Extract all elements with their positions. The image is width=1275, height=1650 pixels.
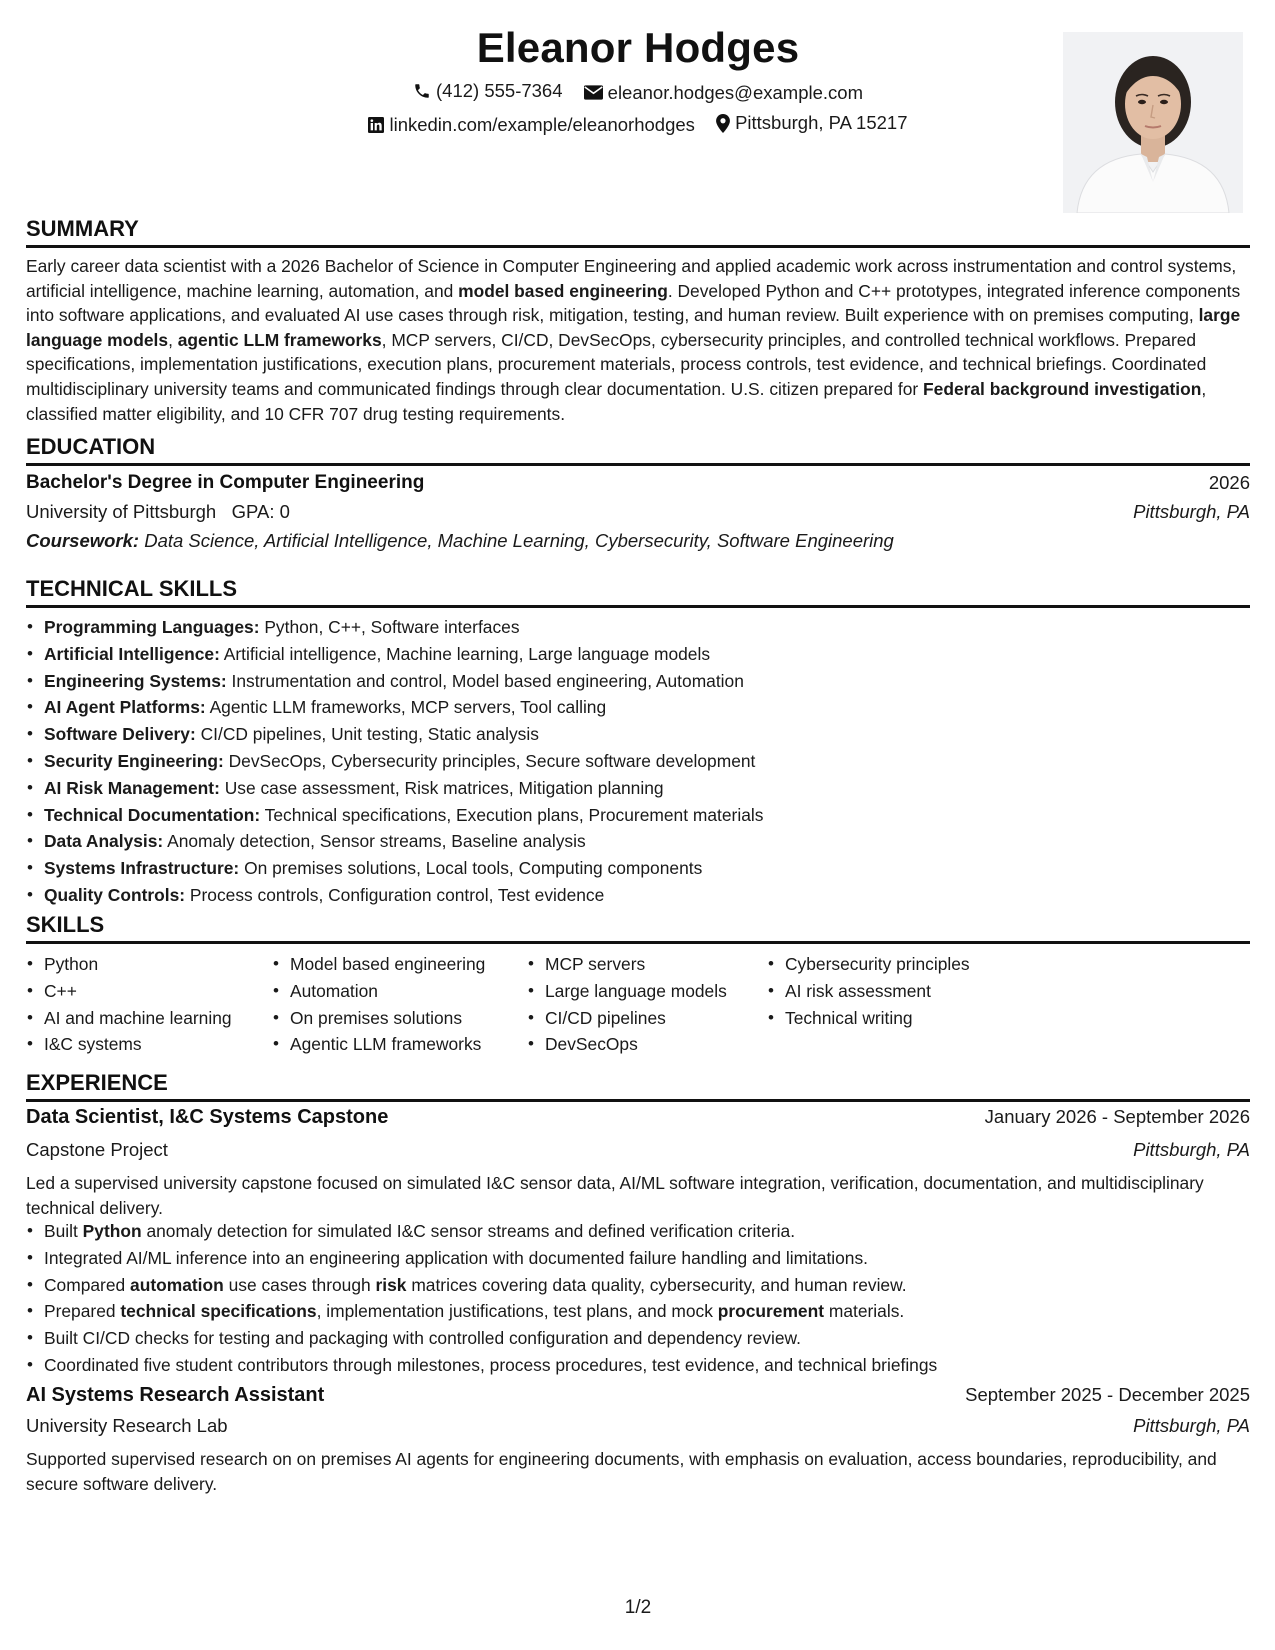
skill-category-value: Technical specifications, Execution plans, Procurement materials [264, 804, 764, 825]
summary-segment: Early career data scientist with a 2026 Bachelor of Science in Computer Engineering and applied academic work across instrumentation and control systems, artificial intelligence, machine learning, automation, and [26, 256, 1237, 301]
job-location: Pittsburgh, PA [1133, 1139, 1250, 1160]
bullet-text: materials. [824, 1301, 905, 1322]
list-item: • I&C systems [26, 1031, 232, 1058]
email-text: eleanor.hodges@example.com [607, 81, 863, 103]
skill-category-label: Software Delivery: [44, 724, 196, 745]
bullet-text-bold: automation [130, 1274, 224, 1295]
list-item: • Automation [272, 978, 485, 1005]
gpa-text: GPA: 0 [231, 501, 290, 522]
job-title: AI Systems Research Assistant [26, 1384, 325, 1406]
skill-category-label: AI Risk Management: [44, 777, 220, 798]
skill-category-label: AI Agent Platforms: [44, 697, 206, 718]
list-item [26, 1325, 937, 1352]
summary-heading: SUMMARY [26, 216, 1250, 248]
summary-segment-bold: large language models [26, 305, 1241, 350]
list-item: • DevSecOps [527, 1031, 727, 1058]
list-item: • C++ [26, 978, 232, 1005]
skill-category-value: CI/CD pipelines, Unit testing, Static analysis [200, 724, 539, 745]
summary-segment-bold: agentic LLM frameworks [177, 329, 382, 350]
job-dates: January 2026 - September 2026 [984, 1106, 1250, 1127]
bullet-text: use cases through [223, 1274, 376, 1295]
skills-grid [26, 951, 1250, 1061]
skills-column-2 [272, 951, 485, 1058]
skills-column-4 [767, 951, 970, 1031]
school-name: University of Pittsburgh [26, 501, 217, 522]
technical-skills-list [26, 614, 763, 909]
list-item [26, 721, 763, 748]
list-item: • MCP servers [527, 951, 727, 978]
job-title: Data Scientist, I&C Systems Capstone [26, 1106, 389, 1128]
job-2-title-row [26, 1384, 1250, 1412]
list-item [26, 855, 763, 882]
list-item [26, 1352, 937, 1379]
graduation-year: 2026 [1208, 472, 1250, 493]
skill-category-value: Anomaly detection, Sensor streams, Baseline analysis [167, 831, 586, 852]
list-item [26, 614, 763, 641]
bullet-text: Integrated AI/ML inference into an engineering application with documented failure handling and limitations. [44, 1247, 869, 1268]
map-pin-icon [716, 114, 730, 133]
coursework-label: Coursework: [26, 530, 140, 551]
skill-category-label: Engineering Systems: [44, 670, 227, 691]
linkedin-icon [368, 117, 384, 133]
list-item [26, 802, 763, 829]
resume-page [26, 0, 1250, 1650]
skills-heading: SKILLS [26, 912, 1250, 944]
education-degree-row [26, 472, 1250, 500]
list-item [26, 775, 763, 802]
skill-category-value: Python, C++, Software interfaces [264, 617, 520, 637]
list-item: • Technical writing [767, 1005, 970, 1032]
candidate-name: Eleanor Hodges [476, 24, 800, 71]
location-text: Pittsburgh, PA 15217 [735, 112, 908, 133]
summary-text [26, 254, 1250, 426]
skill-category-value: Process controls, Configuration control, Test evidence [189, 884, 605, 905]
bullet-text-bold: technical specifications [120, 1301, 317, 1322]
page-number: 1/2 [624, 1597, 652, 1618]
job-2-org-row [26, 1415, 1250, 1443]
list-item: • Model based engineering [272, 951, 485, 978]
list-item: • On premises solutions [272, 1005, 485, 1032]
education-school-row [26, 501, 1250, 529]
skill-category-label: Artificial Intelligence: [44, 643, 220, 664]
coursework-line [26, 530, 894, 552]
profile-photo [1063, 32, 1243, 213]
list-item [26, 1218, 937, 1245]
bullet-text: Compared [44, 1274, 131, 1295]
skills-column-1 [26, 951, 232, 1058]
envelope-icon [584, 85, 603, 100]
technical-skills-heading: TECHNICAL SKILLS [26, 576, 1250, 608]
skill-category-value: Instrumentation and control, Model based engineering, Automation [231, 670, 744, 691]
school-info [26, 501, 290, 523]
location-contact [716, 112, 907, 134]
list-item [26, 1245, 937, 1272]
list-item [26, 668, 763, 695]
linkedin-text: linkedin.com/example/eleanorhodges [389, 113, 695, 135]
skill-category-value: Artificial intelligence, Machine learning, Large language models [223, 643, 711, 664]
job-dates: September 2025 - December 2025 [965, 1384, 1250, 1405]
list-item [26, 828, 763, 855]
degree-title: Bachelor's Degree in Computer Engineering [26, 472, 425, 493]
job-1-title-row [26, 1106, 1250, 1134]
job-organization: Capstone Project [26, 1139, 168, 1160]
list-item [26, 641, 763, 668]
skill-category-value: Agentic LLM frameworks, MCP servers, Tool calling [209, 697, 607, 718]
summary-segment: , classified matter eligibility, and 10 CFR 707 drug testing requirements. [26, 378, 1207, 424]
bullet-text-bold: risk [375, 1274, 407, 1295]
email-contact[interactable] [584, 82, 863, 104]
school-location: Pittsburgh, PA [1133, 501, 1250, 522]
bullet-text: Coordinated five student contributors through milestones, process procedures, test evidence, and technical briefings [44, 1354, 938, 1375]
job-2-summary: Supported supervised research on on premises AI agents for engineering documents, with emphasis on evaluation, access boundaries, reproducibility, and secure software delivery. [26, 1449, 1217, 1494]
job-1-bullets [26, 1218, 937, 1379]
job-1-summary: Led a supervised university capstone focused on simulated I&C sensor data, AI/ML software integration, verification, documentation, and multidisciplinary technical delivery. [26, 1173, 1204, 1218]
list-item: • Python [26, 951, 232, 978]
bullet-text-bold: Python [82, 1221, 142, 1241]
list-item: • Agentic LLM frameworks [272, 1031, 485, 1058]
list-item: • Cybersecurity principles [767, 951, 970, 978]
list-item [26, 1272, 937, 1299]
skill-category-label: Data Analysis: [44, 831, 164, 852]
phone-icon [413, 82, 431, 100]
summary-segment: , [168, 329, 178, 350]
list-item: • Large language models [527, 978, 727, 1005]
skill-category-value: DevSecOps, Cybersecurity principles, Secure software development [228, 750, 756, 771]
resume-header [26, 18, 1250, 218]
phone-contact[interactable] [413, 80, 563, 102]
summary-segment-bold: Federal background investigation [923, 378, 1202, 399]
linkedin-contact[interactable] [368, 114, 694, 136]
skill-category-label: Technical Documentation: [44, 804, 261, 825]
skill-category-label: Security Engineering: [44, 750, 224, 771]
experience-heading: EXPERIENCE [26, 1070, 1250, 1102]
bullet-text: Prepared [44, 1301, 121, 1322]
summary-segment: , MCP servers, CI/CD, DevSecOps, cybersecurity principles, and controlled technical workflows. Prepared specifications, implementation justifications, execution plans, procurement materials, process controls, test evidence, and technical briefings. Coordinated multidisciplinary university teams and communicated findings through clear documentation. U.S. citizen prepared for [26, 329, 1207, 399]
bullet-text: , implementation justifications, test plans, and mock [316, 1301, 718, 1322]
bullet-text: Built [44, 1221, 83, 1241]
skill-category-label: Programming Languages: [44, 617, 260, 637]
skill-category-label: Systems Infrastructure: [44, 858, 240, 879]
job-1-org-row [26, 1139, 1250, 1167]
coursework-list: Data Science, Artificial Intelligence, Machine Learning, Cybersecurity, Software Engineering [144, 530, 894, 551]
list-item [26, 1298, 937, 1325]
bullet-text-bold: procurement [717, 1301, 825, 1322]
bullet-text: matrices covering data quality, cybersecurity, and human review. [406, 1274, 907, 1295]
list-item: • AI risk assessment [767, 978, 970, 1005]
bullet-text: anomaly detection for simulated I&C sensor streams and defined verification criteria. [141, 1221, 796, 1241]
education-heading: EDUCATION [26, 434, 1250, 466]
skill-category-label: Quality Controls: [44, 884, 186, 905]
list-item [26, 748, 763, 775]
summary-segment: . Developed Python and C++ prototypes, integrated inference components into software applications, and evaluated AI use cases through risk, mitigation, testing, and human review. Built experience with on premises computing, [26, 280, 1241, 326]
list-item [26, 882, 763, 909]
bullet-text: Built CI/CD checks for testing and packaging with controlled configuration and dependency review. [44, 1328, 801, 1349]
list-item [26, 694, 763, 721]
list-item: • AI and machine learning [26, 1005, 232, 1032]
job-organization: University Research Lab [26, 1415, 228, 1436]
job-location: Pittsburgh, PA [1133, 1415, 1250, 1436]
skills-column-3 [527, 951, 727, 1058]
coursework-row [26, 530, 1250, 558]
skill-category-value: On premises solutions, Local tools, Computing components [244, 858, 703, 879]
summary-segment-bold: model based engineering [458, 280, 668, 301]
skill-category-value: Use case assessment, Risk matrices, Mitigation planning [224, 777, 664, 798]
list-item: • CI/CD pipelines [527, 1005, 727, 1032]
phone-text: (412) 555-7364 [436, 80, 563, 101]
